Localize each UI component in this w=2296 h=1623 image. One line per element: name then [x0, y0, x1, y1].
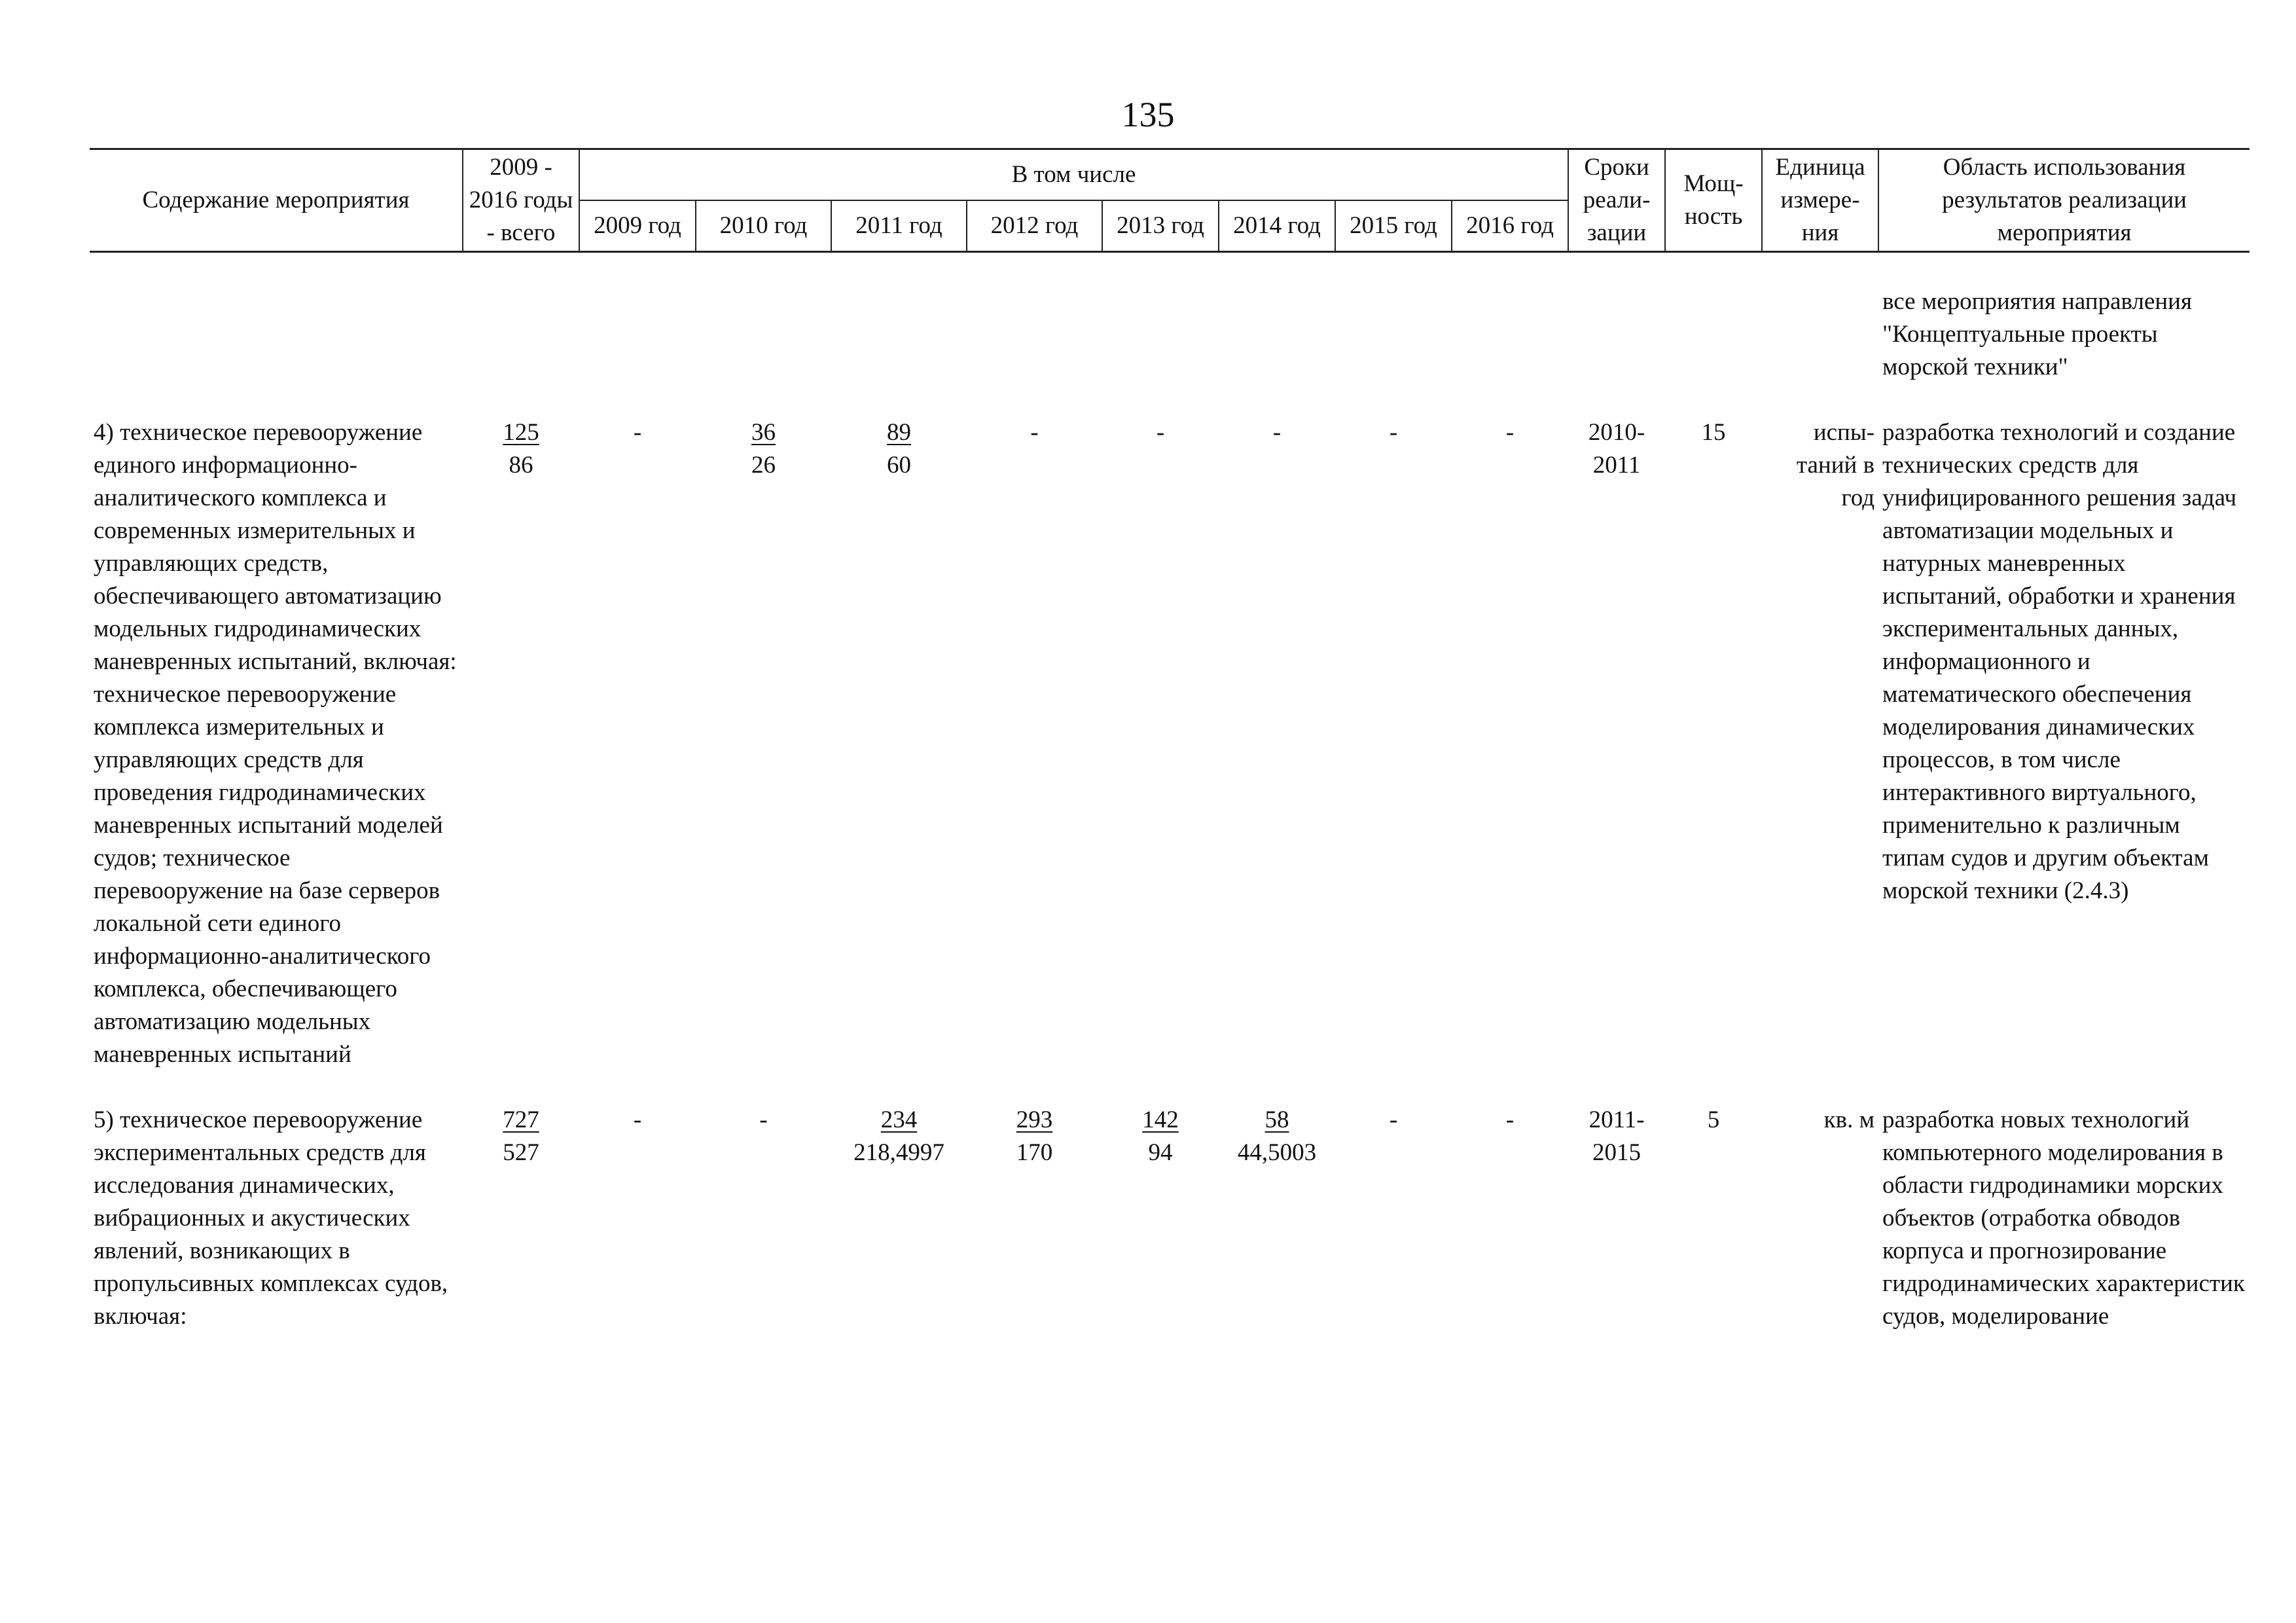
row-capacity: 5 — [1707, 1106, 1720, 1133]
row-area: разработка новых технологий компьютерного моделирования в области гидродинамики морских объектов (отработка обводов корпуса и прогнозирование гидродинамических характеристик судов, моделирование — [1882, 1106, 2245, 1330]
row-year-value: 293 170 — [1016, 1106, 1053, 1166]
row-year-value — [1102, 285, 1219, 384]
header-year: 2013 год — [1102, 200, 1219, 252]
header-year: 2015 год — [1335, 200, 1452, 252]
header-total: 2009 - 2016 годы - всего — [463, 149, 579, 252]
header-area: Область использования результатов реализации мероприятия — [1878, 149, 2250, 252]
row-year-value — [1335, 285, 1452, 384]
row-year-value: 142 94 — [1142, 1106, 1179, 1166]
table-row — [90, 416, 2250, 1071]
row-year-value — [1452, 285, 1568, 384]
header-unit: Единица измере- ния — [1762, 149, 1878, 252]
row-year-value: - — [1505, 1106, 1515, 1133]
row-year-value: - — [759, 1106, 768, 1133]
row-year-value: - — [1156, 419, 1165, 446]
row-description: 5) техническое перевооружение экспериментальных средств для исследования динамических, вибрационных и акустических явлений, возникающих в пропульсивных комплексах судов, включая: — [94, 1106, 448, 1330]
row-year-value: - — [1389, 419, 1398, 446]
row-year-value: - — [1272, 419, 1282, 446]
row-total — [463, 285, 579, 384]
table-row — [90, 1104, 2250, 1333]
header-period: Сроки реали- зации — [1568, 149, 1665, 252]
row-year-value — [967, 285, 1102, 384]
row-total: 727 527 — [503, 1106, 539, 1166]
header-year: 2009 год — [579, 200, 696, 252]
header-year: 2016 год — [1452, 200, 1568, 252]
row-year-value — [831, 285, 967, 384]
row-unit: кв. м — [1823, 1106, 1875, 1133]
row-description: 4) техническое перевооружение единого информационно-аналитического комплекса и современных измерительных и управляющих средств, обеспечивающего автоматизацию модельных гидродинамических маневренных испытаний, включая: техническое перевооружение комплекса измерительных и управляющих средств для проведения гидродинамических маневренных испытаний моделей судов; техническое перевооружение на базе серверов локальной сети единого информационно-аналитического комплекса, обеспечивающего автоматизацию модельных маневренных испытаний — [94, 419, 457, 1068]
row-year-value: - — [1505, 419, 1515, 446]
header-including: В том числе — [579, 149, 1568, 201]
row-unit: испы- таний в год — [1796, 419, 1875, 511]
row-year-value — [1219, 285, 1335, 384]
row-year-value: - — [1389, 1106, 1398, 1133]
row-description — [90, 285, 463, 384]
row-area: все мероприятия направления "Концептуальные проекты морской техники" — [1882, 288, 2192, 380]
row-year-value: 89 60 — [887, 419, 911, 479]
row-year-value: - — [633, 419, 642, 446]
row-year-value: - — [1030, 419, 1039, 446]
table-body — [90, 252, 2250, 1334]
page-number: 135 — [1121, 95, 1175, 134]
header-year: 2014 год — [1219, 200, 1335, 252]
header-year: 2010 год — [696, 200, 831, 252]
row-year-value: - — [633, 1106, 642, 1133]
row-period: 2010- 2011 — [1588, 419, 1645, 479]
row-total: 125 86 — [503, 419, 539, 479]
row-period — [1568, 285, 1665, 384]
row-year-value: 36 26 — [751, 419, 776, 479]
row-year-value — [579, 285, 696, 384]
row-unit — [1762, 285, 1878, 384]
row-year-value — [696, 285, 831, 384]
row-area: разработка технологий и создание технических средств для унифицированного решения задач автоматизации модельных и натурных маневренных испытаний, обработки и хранения экспериментальных данных, информационного и математического обеспечения моделирования динамических процессов, в том числе интерактивного виртуального, применительно к различным типам судов и другим объектам морской техники (2.4.3) — [1882, 419, 2237, 904]
header-content: Содержание мероприятия — [90, 149, 463, 252]
row-period: 2011- 2015 — [1588, 1106, 1645, 1166]
row-capacity: 15 — [1701, 419, 1726, 446]
header-year: 2011 год — [831, 200, 967, 252]
header-year: 2012 год — [967, 200, 1102, 252]
row-year-value: 234 218,4997 — [853, 1106, 944, 1166]
table-row — [90, 285, 2250, 384]
row-capacity — [1665, 285, 1762, 384]
header-capacity: Мощ- ность — [1665, 149, 1762, 252]
row-year-value: 58 44,5003 — [1237, 1106, 1317, 1166]
table-header — [90, 149, 2250, 252]
program-table — [90, 148, 2250, 1333]
